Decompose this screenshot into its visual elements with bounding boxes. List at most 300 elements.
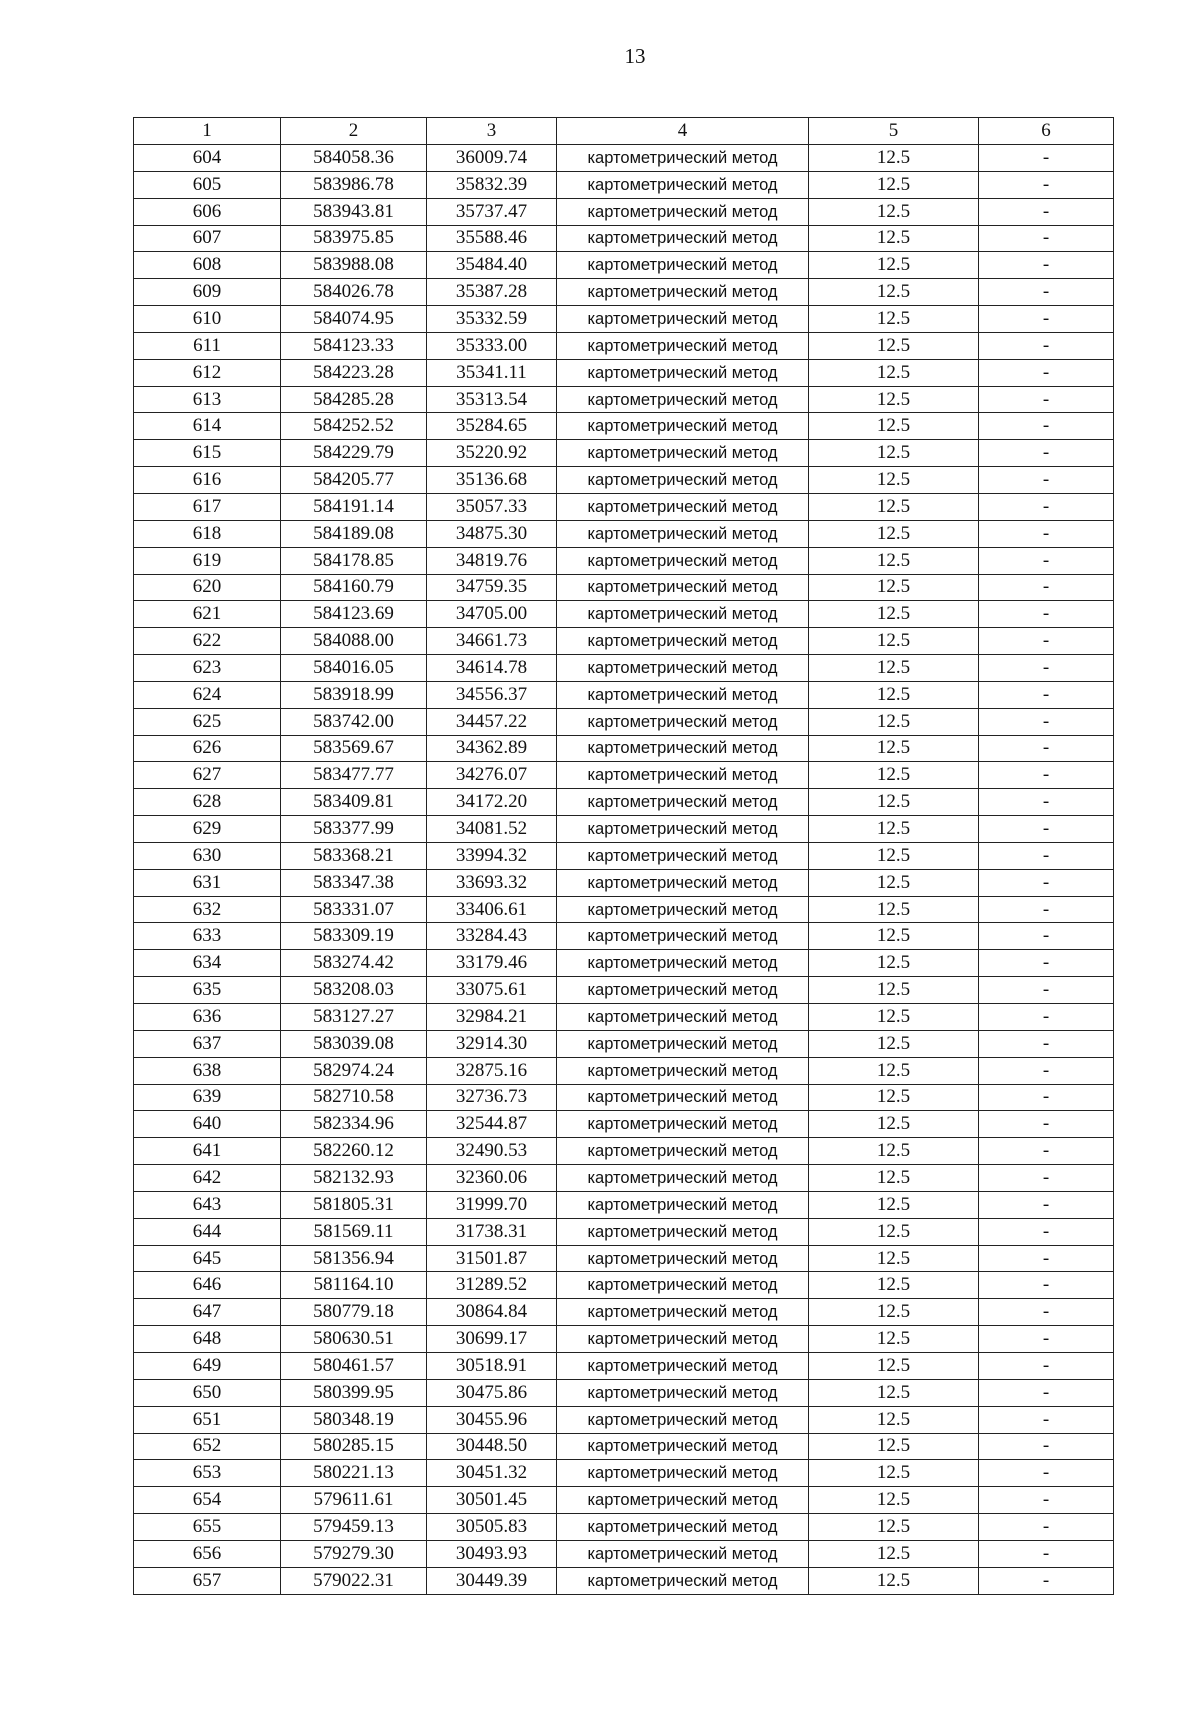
table-row	[134, 520, 1114, 547]
note-cell: -	[979, 816, 1114, 843]
point-number-cell: 607	[134, 225, 281, 252]
x-coordinate-cell: 584285.28	[281, 386, 427, 413]
method-cell: картометрический метод	[557, 842, 809, 869]
method-cell: картометрический метод	[557, 681, 809, 708]
y-coordinate-cell: 32544.87	[427, 1111, 557, 1138]
accuracy-cell: 12.5	[809, 198, 979, 225]
note-cell: -	[979, 279, 1114, 306]
note-cell: -	[979, 252, 1114, 279]
table-row	[134, 306, 1114, 333]
y-coordinate-cell: 35341.11	[427, 359, 557, 386]
note-cell: -	[979, 1004, 1114, 1031]
accuracy-cell: 12.5	[809, 520, 979, 547]
note-cell: -	[979, 1379, 1114, 1406]
note-cell: -	[979, 547, 1114, 574]
y-coordinate-cell: 31501.87	[427, 1245, 557, 1272]
note-cell: -	[979, 332, 1114, 359]
x-coordinate-cell: 583309.19	[281, 923, 427, 950]
accuracy-cell: 12.5	[809, 950, 979, 977]
y-coordinate-cell: 30455.96	[427, 1406, 557, 1433]
point-number-cell: 627	[134, 762, 281, 789]
table-row	[134, 171, 1114, 198]
point-number-cell: 614	[134, 413, 281, 440]
x-coordinate-cell: 584123.33	[281, 332, 427, 359]
accuracy-cell: 12.5	[809, 1165, 979, 1192]
point-number-cell: 639	[134, 1084, 281, 1111]
page-number: 13	[624, 44, 646, 68]
point-number-cell: 643	[134, 1191, 281, 1218]
note-cell: -	[979, 762, 1114, 789]
method-cell: картометрический метод	[557, 1406, 809, 1433]
y-coordinate-cell: 34705.00	[427, 601, 557, 628]
method-cell: картометрический метод	[557, 789, 809, 816]
accuracy-cell: 12.5	[809, 493, 979, 520]
x-coordinate-cell: 583477.77	[281, 762, 427, 789]
table-row	[134, 1540, 1114, 1567]
accuracy-cell: 12.5	[809, 1004, 979, 1031]
point-number-cell: 633	[134, 923, 281, 950]
point-number-cell: 642	[134, 1165, 281, 1192]
method-cell: картометрический метод	[557, 171, 809, 198]
point-number-cell: 629	[134, 816, 281, 843]
y-coordinate-cell: 33284.43	[427, 923, 557, 950]
y-coordinate-cell: 32914.30	[427, 1030, 557, 1057]
x-coordinate-cell: 583331.07	[281, 896, 427, 923]
y-coordinate-cell: 32736.73	[427, 1084, 557, 1111]
x-coordinate-cell: 584205.77	[281, 467, 427, 494]
point-number-cell: 621	[134, 601, 281, 628]
table-row	[134, 977, 1114, 1004]
accuracy-cell: 12.5	[809, 1460, 979, 1487]
accuracy-cell: 12.5	[809, 413, 979, 440]
y-coordinate-cell: 35332.59	[427, 306, 557, 333]
point-number-cell: 635	[134, 977, 281, 1004]
x-coordinate-cell: 583274.42	[281, 950, 427, 977]
point-number-cell: 637	[134, 1030, 281, 1057]
note-cell: -	[979, 655, 1114, 682]
x-coordinate-cell: 581569.11	[281, 1218, 427, 1245]
x-coordinate-cell: 580461.57	[281, 1352, 427, 1379]
y-coordinate-cell: 32490.53	[427, 1138, 557, 1165]
x-coordinate-cell: 582132.93	[281, 1165, 427, 1192]
method-cell: картометрический метод	[557, 493, 809, 520]
accuracy-cell: 12.5	[809, 386, 979, 413]
y-coordinate-cell: 31738.31	[427, 1218, 557, 1245]
accuracy-cell: 12.5	[809, 1057, 979, 1084]
accuracy-cell: 12.5	[809, 1218, 979, 1245]
y-coordinate-cell: 34457.22	[427, 708, 557, 735]
method-cell: картометрический метод	[557, 708, 809, 735]
point-number-cell: 638	[134, 1057, 281, 1084]
method-cell: картометрический метод	[557, 1326, 809, 1353]
note-cell: -	[979, 145, 1114, 172]
y-coordinate-cell: 34875.30	[427, 520, 557, 547]
x-coordinate-cell: 580630.51	[281, 1326, 427, 1353]
note-cell: -	[979, 1487, 1114, 1514]
note-cell: -	[979, 923, 1114, 950]
y-coordinate-cell: 32875.16	[427, 1057, 557, 1084]
method-cell: картометрический метод	[557, 547, 809, 574]
column-header-2: 2	[281, 118, 427, 145]
point-number-cell: 652	[134, 1433, 281, 1460]
note-cell: -	[979, 1433, 1114, 1460]
column-header-3: 3	[427, 118, 557, 145]
point-number-cell: 610	[134, 306, 281, 333]
method-cell: картометрический метод	[557, 1165, 809, 1192]
point-number-cell: 640	[134, 1111, 281, 1138]
accuracy-cell: 12.5	[809, 145, 979, 172]
point-number-cell: 609	[134, 279, 281, 306]
header-row	[134, 118, 1114, 145]
accuracy-cell: 12.5	[809, 1326, 979, 1353]
table-row	[134, 735, 1114, 762]
y-coordinate-cell: 30451.32	[427, 1460, 557, 1487]
accuracy-cell: 12.5	[809, 1352, 979, 1379]
point-number-cell: 624	[134, 681, 281, 708]
y-coordinate-cell: 30449.39	[427, 1567, 557, 1594]
x-coordinate-cell: 584223.28	[281, 359, 427, 386]
accuracy-cell: 12.5	[809, 816, 979, 843]
note-cell: -	[979, 1245, 1114, 1272]
note-cell: -	[979, 1567, 1114, 1594]
table-row	[134, 413, 1114, 440]
y-coordinate-cell: 30501.45	[427, 1487, 557, 1514]
point-number-cell: 656	[134, 1540, 281, 1567]
note-cell: -	[979, 1352, 1114, 1379]
note-cell: -	[979, 869, 1114, 896]
note-cell: -	[979, 467, 1114, 494]
point-number-cell: 620	[134, 574, 281, 601]
note-cell: -	[979, 1191, 1114, 1218]
column-header-5: 5	[809, 118, 979, 145]
table-row	[134, 1299, 1114, 1326]
y-coordinate-cell: 35484.40	[427, 252, 557, 279]
point-number-cell: 632	[134, 896, 281, 923]
y-coordinate-cell: 35220.92	[427, 440, 557, 467]
y-coordinate-cell: 30493.93	[427, 1540, 557, 1567]
x-coordinate-cell: 582260.12	[281, 1138, 427, 1165]
note-cell: -	[979, 574, 1114, 601]
y-coordinate-cell: 34661.73	[427, 628, 557, 655]
x-coordinate-cell: 579279.30	[281, 1540, 427, 1567]
note-cell: -	[979, 1272, 1114, 1299]
point-number-cell: 615	[134, 440, 281, 467]
column-header-6: 6	[979, 118, 1114, 145]
y-coordinate-cell: 30699.17	[427, 1326, 557, 1353]
point-number-cell: 605	[134, 171, 281, 198]
method-cell: картометрический метод	[557, 1057, 809, 1084]
accuracy-cell: 12.5	[809, 923, 979, 950]
x-coordinate-cell: 583347.38	[281, 869, 427, 896]
accuracy-cell: 12.5	[809, 1138, 979, 1165]
method-cell: картометрический метод	[557, 440, 809, 467]
accuracy-cell: 12.5	[809, 1406, 979, 1433]
method-cell: картометрический метод	[557, 923, 809, 950]
note-cell: -	[979, 1460, 1114, 1487]
accuracy-cell: 12.5	[809, 1540, 979, 1567]
method-cell: картометрический метод	[557, 332, 809, 359]
accuracy-cell: 12.5	[809, 332, 979, 359]
method-cell: картометрический метод	[557, 1379, 809, 1406]
table-row	[134, 789, 1114, 816]
note-cell: -	[979, 1084, 1114, 1111]
accuracy-cell: 12.5	[809, 306, 979, 333]
x-coordinate-cell: 584191.14	[281, 493, 427, 520]
y-coordinate-cell: 35737.47	[427, 198, 557, 225]
accuracy-cell: 12.5	[809, 574, 979, 601]
y-coordinate-cell: 35057.33	[427, 493, 557, 520]
accuracy-cell: 12.5	[809, 1084, 979, 1111]
table-row	[134, 1057, 1114, 1084]
method-cell: картометрический метод	[557, 601, 809, 628]
y-coordinate-cell: 33179.46	[427, 950, 557, 977]
x-coordinate-cell: 583368.21	[281, 842, 427, 869]
y-coordinate-cell: 35588.46	[427, 225, 557, 252]
method-cell: картометрический метод	[557, 869, 809, 896]
table-row	[134, 601, 1114, 628]
table-row	[134, 628, 1114, 655]
method-cell: картометрический метод	[557, 896, 809, 923]
y-coordinate-cell: 30518.91	[427, 1352, 557, 1379]
y-coordinate-cell: 34172.20	[427, 789, 557, 816]
table-row	[134, 1460, 1114, 1487]
method-cell: картометрический метод	[557, 198, 809, 225]
table-row	[134, 1245, 1114, 1272]
table-row	[134, 332, 1114, 359]
method-cell: картометрический метод	[557, 655, 809, 682]
x-coordinate-cell: 584229.79	[281, 440, 427, 467]
table-row	[134, 1218, 1114, 1245]
note-cell: -	[979, 171, 1114, 198]
table-row	[134, 681, 1114, 708]
table-row	[134, 279, 1114, 306]
y-coordinate-cell: 35136.68	[427, 467, 557, 494]
note-cell: -	[979, 413, 1114, 440]
accuracy-cell: 12.5	[809, 735, 979, 762]
method-cell: картометрический метод	[557, 1004, 809, 1031]
table-row	[134, 225, 1114, 252]
x-coordinate-cell: 583975.85	[281, 225, 427, 252]
x-coordinate-cell: 583742.00	[281, 708, 427, 735]
method-cell: картометрический метод	[557, 1487, 809, 1514]
note-cell: -	[979, 601, 1114, 628]
table-row	[134, 493, 1114, 520]
method-cell: картометрический метод	[557, 306, 809, 333]
accuracy-cell: 12.5	[809, 225, 979, 252]
x-coordinate-cell: 582710.58	[281, 1084, 427, 1111]
accuracy-cell: 12.5	[809, 601, 979, 628]
x-coordinate-cell: 584058.36	[281, 145, 427, 172]
method-cell: картометрический метод	[557, 252, 809, 279]
y-coordinate-cell: 30448.50	[427, 1433, 557, 1460]
note-cell: -	[979, 1406, 1114, 1433]
accuracy-cell: 12.5	[809, 1487, 979, 1514]
point-number-cell: 626	[134, 735, 281, 762]
point-number-cell: 648	[134, 1326, 281, 1353]
x-coordinate-cell: 583918.99	[281, 681, 427, 708]
method-cell: картометрический метод	[557, 1272, 809, 1299]
method-cell: картометрический метод	[557, 1299, 809, 1326]
note-cell: -	[979, 386, 1114, 413]
method-cell: картометрический метод	[557, 977, 809, 1004]
accuracy-cell: 12.5	[809, 655, 979, 682]
table-row	[134, 1272, 1114, 1299]
x-coordinate-cell: 583569.67	[281, 735, 427, 762]
accuracy-cell: 12.5	[809, 1111, 979, 1138]
method-cell: картометрический метод	[557, 359, 809, 386]
column-header-1: 1	[134, 118, 281, 145]
note-cell: -	[979, 1111, 1114, 1138]
note-cell: -	[979, 1165, 1114, 1192]
method-cell: картометрический метод	[557, 762, 809, 789]
table-row	[134, 547, 1114, 574]
accuracy-cell: 12.5	[809, 842, 979, 869]
x-coordinate-cell: 584088.00	[281, 628, 427, 655]
point-number-cell: 649	[134, 1352, 281, 1379]
x-coordinate-cell: 583988.08	[281, 252, 427, 279]
note-cell: -	[979, 1299, 1114, 1326]
point-number-cell: 636	[134, 1004, 281, 1031]
note-cell: -	[979, 735, 1114, 762]
x-coordinate-cell: 583039.08	[281, 1030, 427, 1057]
y-coordinate-cell: 30505.83	[427, 1514, 557, 1541]
accuracy-cell: 12.5	[809, 171, 979, 198]
note-cell: -	[979, 440, 1114, 467]
table-row	[134, 145, 1114, 172]
note-cell: -	[979, 842, 1114, 869]
note-cell: -	[979, 896, 1114, 923]
y-coordinate-cell: 31289.52	[427, 1272, 557, 1299]
accuracy-cell: 12.5	[809, 1245, 979, 1272]
x-coordinate-cell: 581164.10	[281, 1272, 427, 1299]
table-row	[134, 1084, 1114, 1111]
accuracy-cell: 12.5	[809, 1514, 979, 1541]
x-coordinate-cell: 583208.03	[281, 977, 427, 1004]
y-coordinate-cell: 33693.32	[427, 869, 557, 896]
note-cell: -	[979, 977, 1114, 1004]
x-coordinate-cell: 583127.27	[281, 1004, 427, 1031]
method-cell: картометрический метод	[557, 735, 809, 762]
note-cell: -	[979, 789, 1114, 816]
note-cell: -	[979, 493, 1114, 520]
point-number-cell: 647	[134, 1299, 281, 1326]
table-row	[134, 1406, 1114, 1433]
method-cell: картометрический метод	[557, 628, 809, 655]
table-header	[134, 118, 1114, 145]
x-coordinate-cell: 579459.13	[281, 1514, 427, 1541]
point-number-cell: 613	[134, 386, 281, 413]
y-coordinate-cell: 35333.00	[427, 332, 557, 359]
y-coordinate-cell: 32984.21	[427, 1004, 557, 1031]
table-row	[134, 708, 1114, 735]
method-cell: картометрический метод	[557, 145, 809, 172]
method-cell: картометрический метод	[557, 1540, 809, 1567]
x-coordinate-cell: 579611.61	[281, 1487, 427, 1514]
y-coordinate-cell: 34276.07	[427, 762, 557, 789]
method-cell: картометрический метод	[557, 1138, 809, 1165]
table-row	[134, 440, 1114, 467]
note-cell: -	[979, 628, 1114, 655]
table-row	[134, 467, 1114, 494]
y-coordinate-cell: 34362.89	[427, 735, 557, 762]
method-cell: картометрический метод	[557, 1514, 809, 1541]
method-cell: картометрический метод	[557, 1245, 809, 1272]
point-number-cell: 623	[134, 655, 281, 682]
x-coordinate-cell: 583986.78	[281, 171, 427, 198]
point-number-cell: 641	[134, 1138, 281, 1165]
y-coordinate-cell: 30475.86	[427, 1379, 557, 1406]
table-row	[134, 950, 1114, 977]
accuracy-cell: 12.5	[809, 1433, 979, 1460]
y-coordinate-cell: 33406.61	[427, 896, 557, 923]
accuracy-cell: 12.5	[809, 708, 979, 735]
note-cell: -	[979, 1030, 1114, 1057]
point-number-cell: 653	[134, 1460, 281, 1487]
point-number-cell: 631	[134, 869, 281, 896]
x-coordinate-cell: 582334.96	[281, 1111, 427, 1138]
accuracy-cell: 12.5	[809, 547, 979, 574]
x-coordinate-cell: 581805.31	[281, 1191, 427, 1218]
point-number-cell: 608	[134, 252, 281, 279]
table-row	[134, 1433, 1114, 1460]
table-row	[134, 1111, 1114, 1138]
point-number-cell: 618	[134, 520, 281, 547]
table-row	[134, 252, 1114, 279]
x-coordinate-cell: 582974.24	[281, 1057, 427, 1084]
table-row	[134, 896, 1114, 923]
method-cell: картометрический метод	[557, 816, 809, 843]
table-row	[134, 842, 1114, 869]
table-row	[134, 1514, 1114, 1541]
table-row	[134, 1487, 1114, 1514]
note-cell: -	[979, 1138, 1114, 1165]
x-coordinate-cell: 584123.69	[281, 601, 427, 628]
table-row	[134, 574, 1114, 601]
accuracy-cell: 12.5	[809, 279, 979, 306]
table-row	[134, 1352, 1114, 1379]
y-coordinate-cell: 34614.78	[427, 655, 557, 682]
table-row	[134, 762, 1114, 789]
x-coordinate-cell: 584252.52	[281, 413, 427, 440]
point-number-cell: 611	[134, 332, 281, 359]
table-row	[134, 816, 1114, 843]
point-number-cell: 617	[134, 493, 281, 520]
method-cell: картометрический метод	[557, 950, 809, 977]
note-cell: -	[979, 1540, 1114, 1567]
x-coordinate-cell: 583377.99	[281, 816, 427, 843]
method-cell: картометрический метод	[557, 225, 809, 252]
table-row	[134, 1004, 1114, 1031]
x-coordinate-cell: 584160.79	[281, 574, 427, 601]
note-cell: -	[979, 1514, 1114, 1541]
method-cell: картометрический метод	[557, 386, 809, 413]
point-number-cell: 619	[134, 547, 281, 574]
accuracy-cell: 12.5	[809, 896, 979, 923]
y-coordinate-cell: 36009.74	[427, 145, 557, 172]
method-cell: картометрический метод	[557, 1567, 809, 1594]
y-coordinate-cell: 30864.84	[427, 1299, 557, 1326]
y-coordinate-cell: 31999.70	[427, 1191, 557, 1218]
method-cell: картометрический метод	[557, 574, 809, 601]
accuracy-cell: 12.5	[809, 681, 979, 708]
table-row	[134, 359, 1114, 386]
point-number-cell: 625	[134, 708, 281, 735]
note-cell: -	[979, 681, 1114, 708]
method-cell: картометрический метод	[557, 413, 809, 440]
method-cell: картометрический метод	[557, 467, 809, 494]
y-coordinate-cell: 34759.35	[427, 574, 557, 601]
note-cell: -	[979, 950, 1114, 977]
